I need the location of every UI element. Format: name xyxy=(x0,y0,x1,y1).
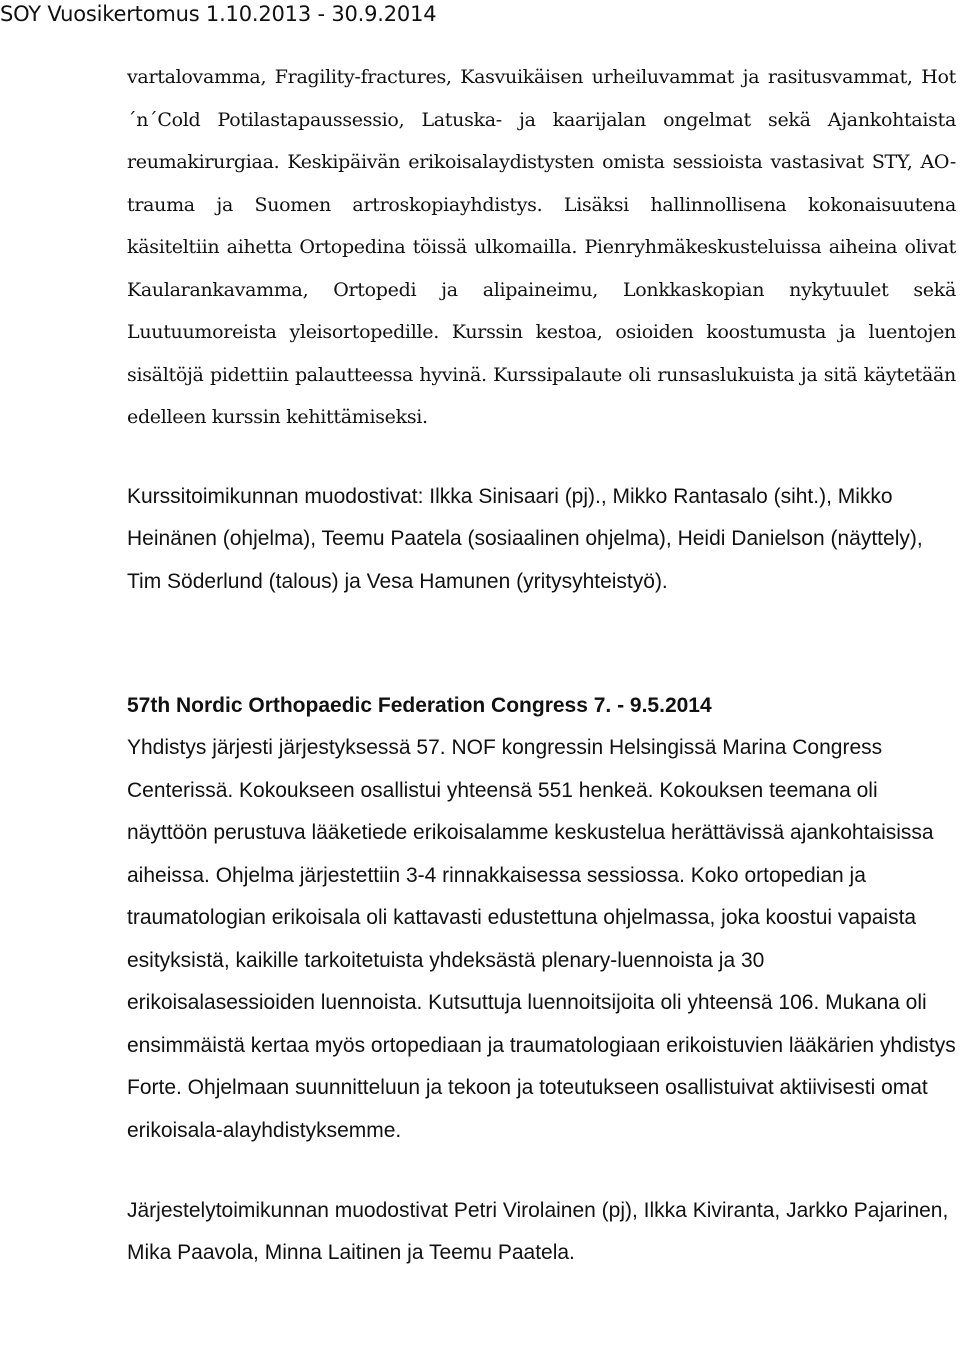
organizing-committee-paragraph: Järjestelytoimikunnan muodostivat Petri Virolainen (pj), Ilkka Kiviranta, Jarkko Pajarinen, Mika Paavola, Minna Laitinen ja Teemu Paatela. xyxy=(127,1198,949,1265)
running-header: SOY Vuosikertomus 1.10.2013 - 30.9.2014 xyxy=(0,2,437,26)
page-content xyxy=(127,56,956,1296)
congress-heading: 57th Nordic Orthopaedic Federation Congress 7. - 9.5.2014 xyxy=(127,693,712,717)
course-paragraph: vartalovamma, Fragility-fractures, Kasvuikäisen urheiluvammat ja rasitusvammat, Hot´n´Cold Potilastapaussessio, Latuska- ja kaarijalan ongelmat sekä Ajankohtaista reumakirurgiaa. Keskipäivän erikoisalaydistysten omista sessioista vastasivat STY, AO-trauma ja Suomen artroskopiayhdistys. Lisäksi hallinnollisena kokonaisuutena käsiteltiin aihetta Ortopedina töissä ulkomailla. Pienryhmäkeskusteluissa aiheina olivat Kaularankavamma, Ortopedi ja alipaineimu, Lonkkaskopian nykytuulet sekä Luutuumoreista yleisortopedille. Kurssin kestoa, osioiden koostumusta ja luentojen sisältöjä pidettiin palautteessa hyvinä. Kurssipalaute oli runsaslukuista ja sitä käytetään edelleen kurssin kehittämiseksi. xyxy=(127,66,956,428)
course-committee-paragraph: Kurssitoimikunnan muodostivat: Ilkka Sinisaari (pj)., Mikko Rantasalo (siht.), Mikko Heinänen (ohjelma), Teemu Paatela (sosiaalinen ohjelma), Heidi Danielson (näyttely), Tim Söderlund (talous) ja Vesa Hamunen (yritysyhteistyö). xyxy=(127,484,923,593)
congress-paragraph: Yhdistys järjesti järjestyksessä 57. NOF kongressin Helsingissä Marina Congress Centerissä. Kokoukseen osallistui yhteensä 551 henkeä. Kokouksen teemana oli näyttöön perustuva lääketiede erikoisalamme keskustelua herättävissä ajankohtaisissa aiheissa. Ohjelma järjestettiin 3-4 rinnakkaisessa sessiossa. Koko ortopedian ja traumatologian erikoisala oli kattavasti edustettuna ohjelmassa, joka koostui vapaista esityksistä, kaikille tarkoitetuista yhdeksästä plenary-luennoista ja 30 erikoisalasessioiden luennoista. Kutsuttuja luennoitsijoita oli yhteensä 106. Mukana oli ensimmäistä kertaa myös ortopediaan ja traumatologiaan erikoistuvien lääkärien yhdistys Forte. Ohjelmaan suunnitteluun ja tekoon ja toteutukseen osallistuivat aktiivisesti omat erikoisala-alayhdistyksemme. xyxy=(127,736,956,1143)
